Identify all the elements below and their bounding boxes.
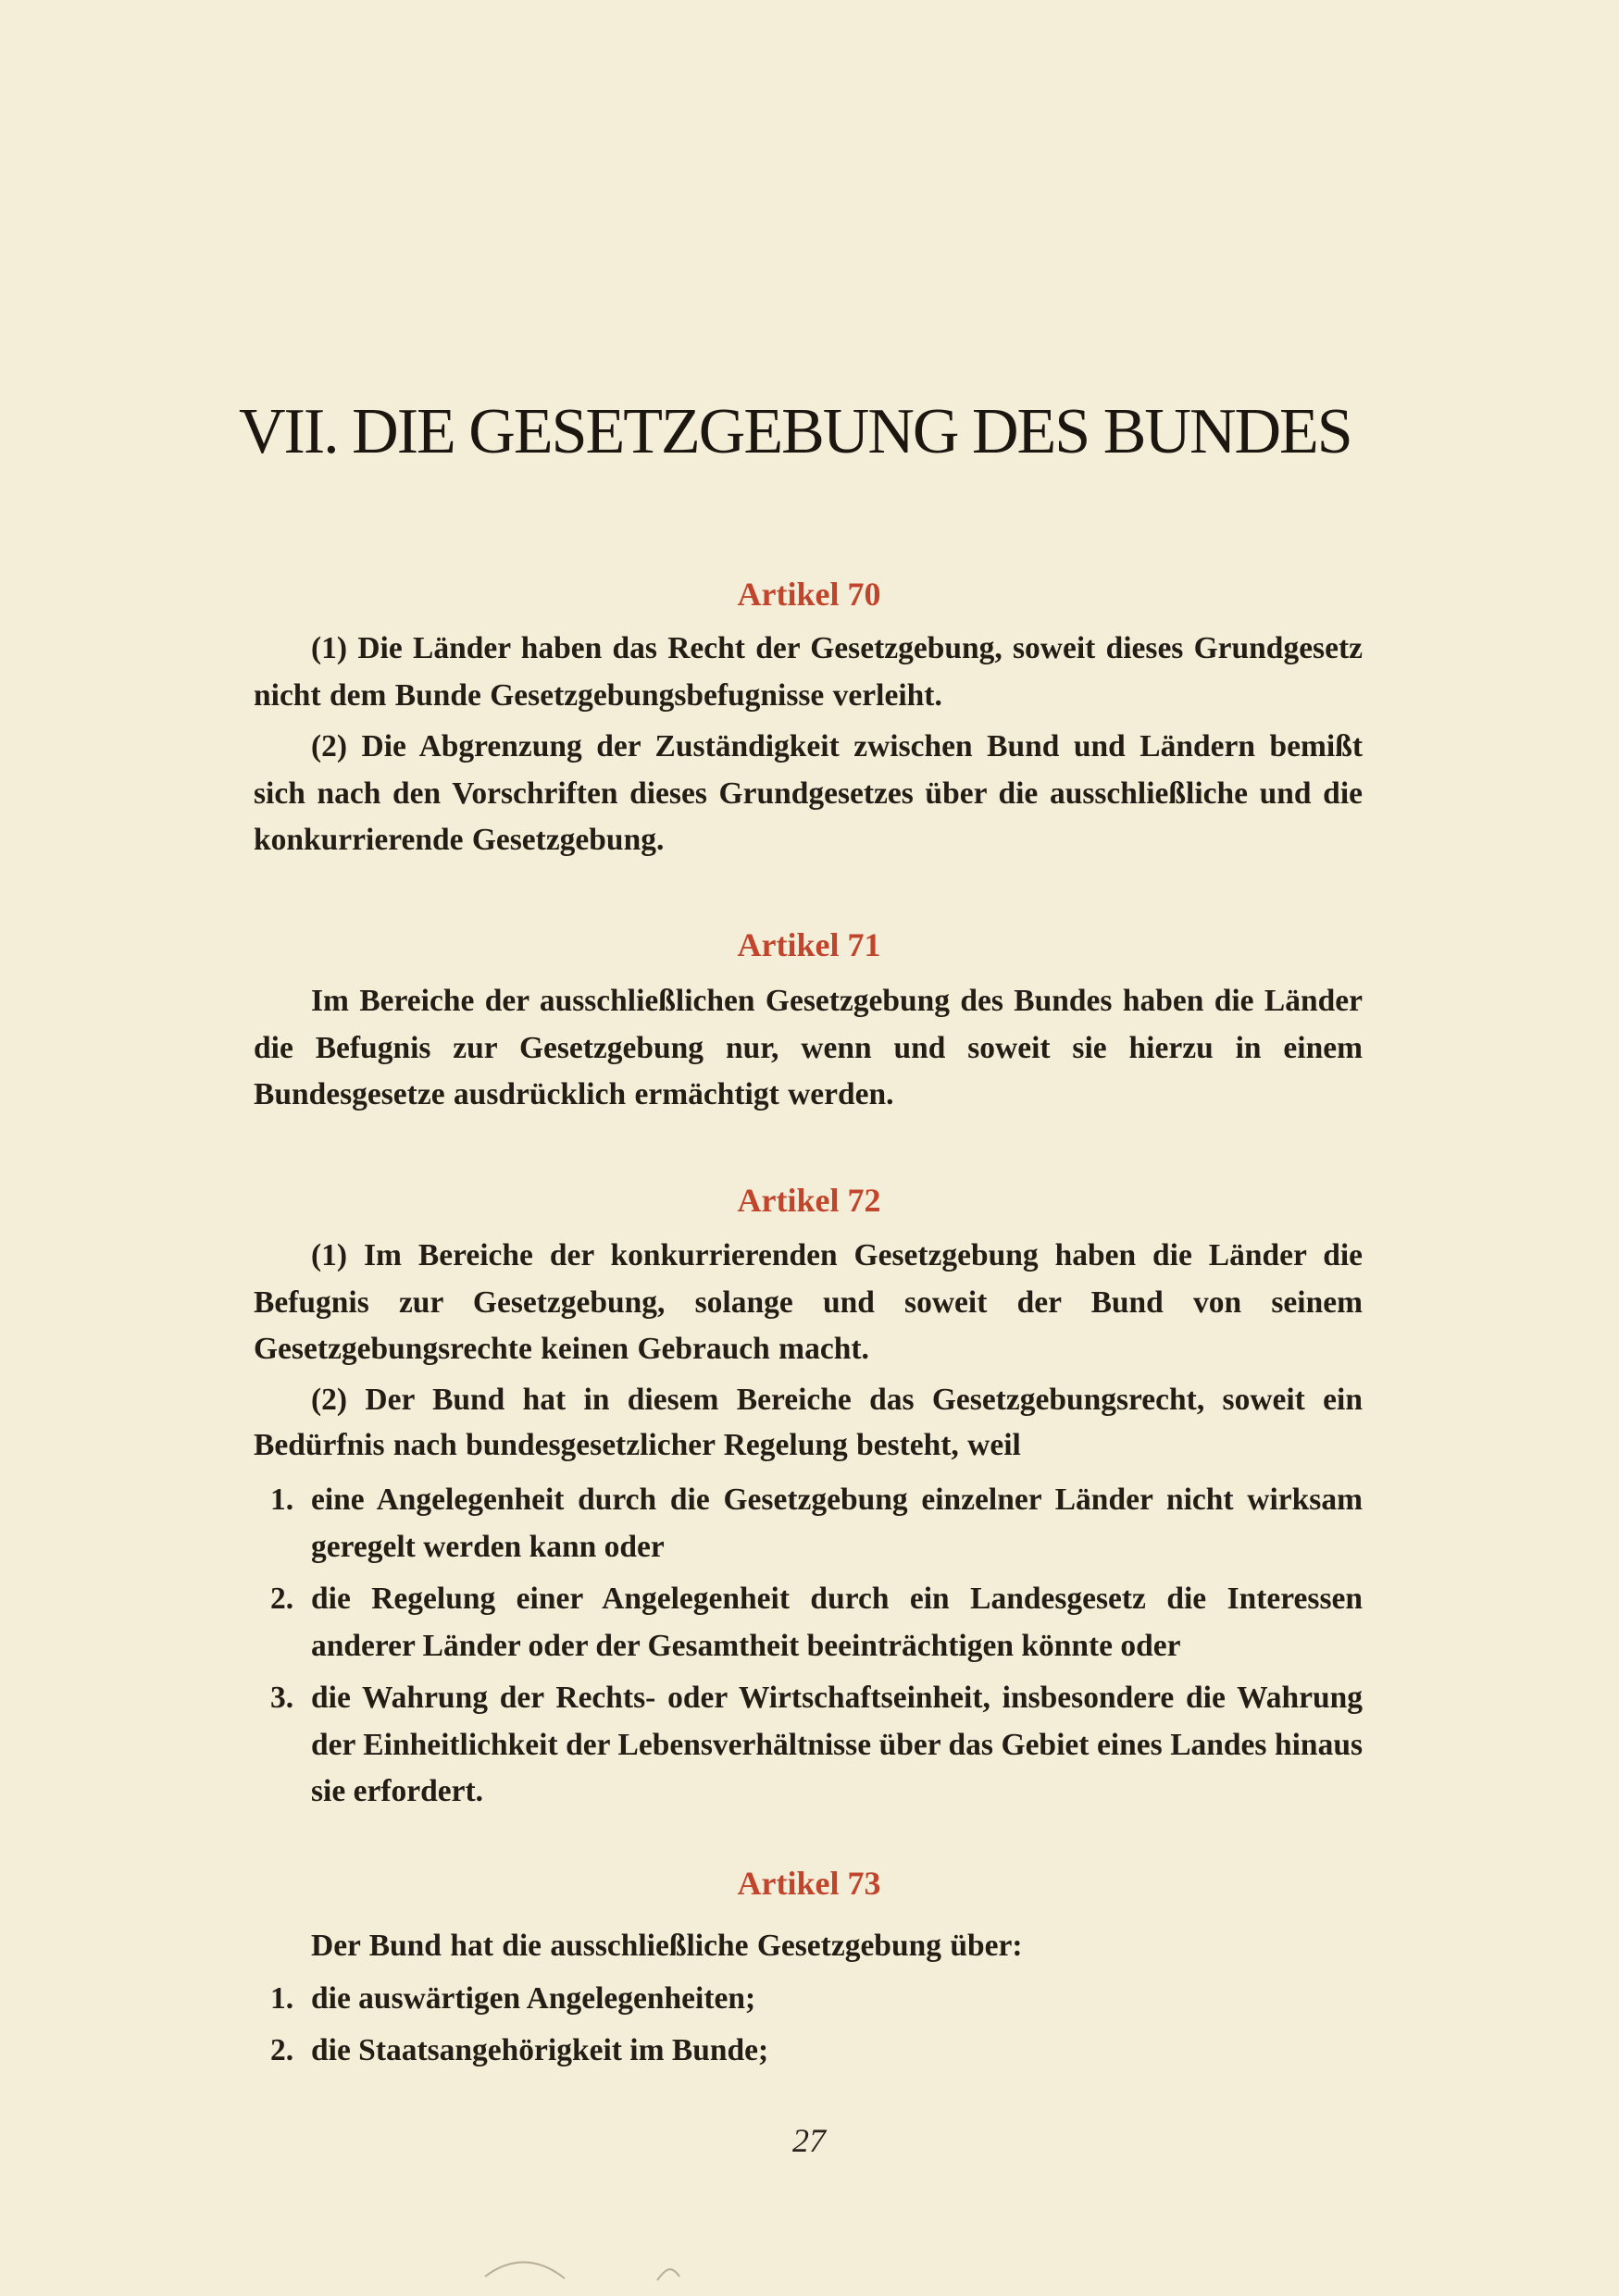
list-number: 1.: [270, 1483, 294, 1517]
list-number: 1.: [270, 1981, 294, 2016]
article-heading-73: Artikel 73: [737, 1865, 881, 1902]
list-text: die Regelung einer Angelegenheit durch ein Landesgesetz die Interessen anderer Länder oder der Gesamtheit beeinträchtigen könnte oder: [311, 1582, 1363, 1663]
article-72-paragraph-2: (2) Der Bund hat in diesem Bereiche das Gesetzgebungsrecht, soweit ein Bedürfnis nach bundesgesetzlicher Regelung besteht, weil: [254, 1383, 1363, 1462]
decorative-squiggle-mark: [481, 2249, 722, 2286]
article-73-list-item-1: [270, 1976, 1363, 2023]
list-text: die Wahrung der Rechts- oder Wirtschaftseinheit, insbesondere die Wahrung der Einheitlichkeit der Lebensverhältnisse über das Gebiet eines Landes hinaus sie erfordert.: [311, 1681, 1363, 1808]
list-number: 2.: [270, 1582, 294, 1616]
article-73-list-item-2: [270, 2028, 1363, 2075]
article-heading-70: Artikel 70: [737, 576, 881, 613]
article-73-paragraph-1: Der Bund hat die ausschließliche Gesetzgebung über:: [311, 1929, 1023, 1963]
list-text: die auswärtigen Angelegenheiten;: [311, 1981, 756, 2016]
article-heading-71: Artikel 71: [737, 926, 881, 963]
list-text: die Staatsangehörigkeit im Bunde;: [311, 2033, 769, 2067]
article-71-paragraph-1: Im Bereiche der ausschließlichen Gesetzgebung des Bundes haben die Länder die Befugnis zur Gesetzgebung nur, wenn und soweit sie hierzu in einem Bundesgesetze ausdrücklich ermächtigt werden.: [254, 984, 1363, 1111]
article-70-paragraph-1: (1) Die Länder haben das Recht der Gesetzgebung, soweit dieses Grundgesetz nicht dem Bunde Gesetzgebungsbefugnisse verleiht.: [254, 631, 1363, 713]
article-72-paragraph-1: (1) Im Bereiche der konkurrierenden Gesetzgebung haben die Länder die Befugnis zur Gesetzgebung, solange und soweit der Bund von seinem Gesetzgebungsrechte keinen Gebrauch macht.: [254, 1238, 1363, 1366]
page-number: 27: [792, 2122, 826, 2159]
list-text: eine Angelegenheit durch die Gesetzgebung einzelner Länder nicht wirksam geregelt werden kann oder: [311, 1483, 1363, 1564]
article-70-paragraph-2: (2) Die Abgrenzung der Zuständigkeit zwischen Bund und Ländern bemißt sich nach den Vorschriften dieses Grundgesetzes über die ausschließliche und die konkurrierende Gesetzgebung.: [254, 729, 1363, 857]
article-72-list-item-1: [270, 1477, 1363, 1570]
list-number: 2.: [270, 2033, 294, 2067]
article-72-list-item-2: [270, 1576, 1363, 1669]
article-heading-72: Artikel 72: [737, 1182, 881, 1219]
list-number: 3.: [270, 1681, 294, 1715]
chapter-title: VII. DIE GESETZGEBUNG DES BUNDES: [239, 396, 1351, 467]
article-72-list-item-3: [270, 1675, 1363, 1816]
